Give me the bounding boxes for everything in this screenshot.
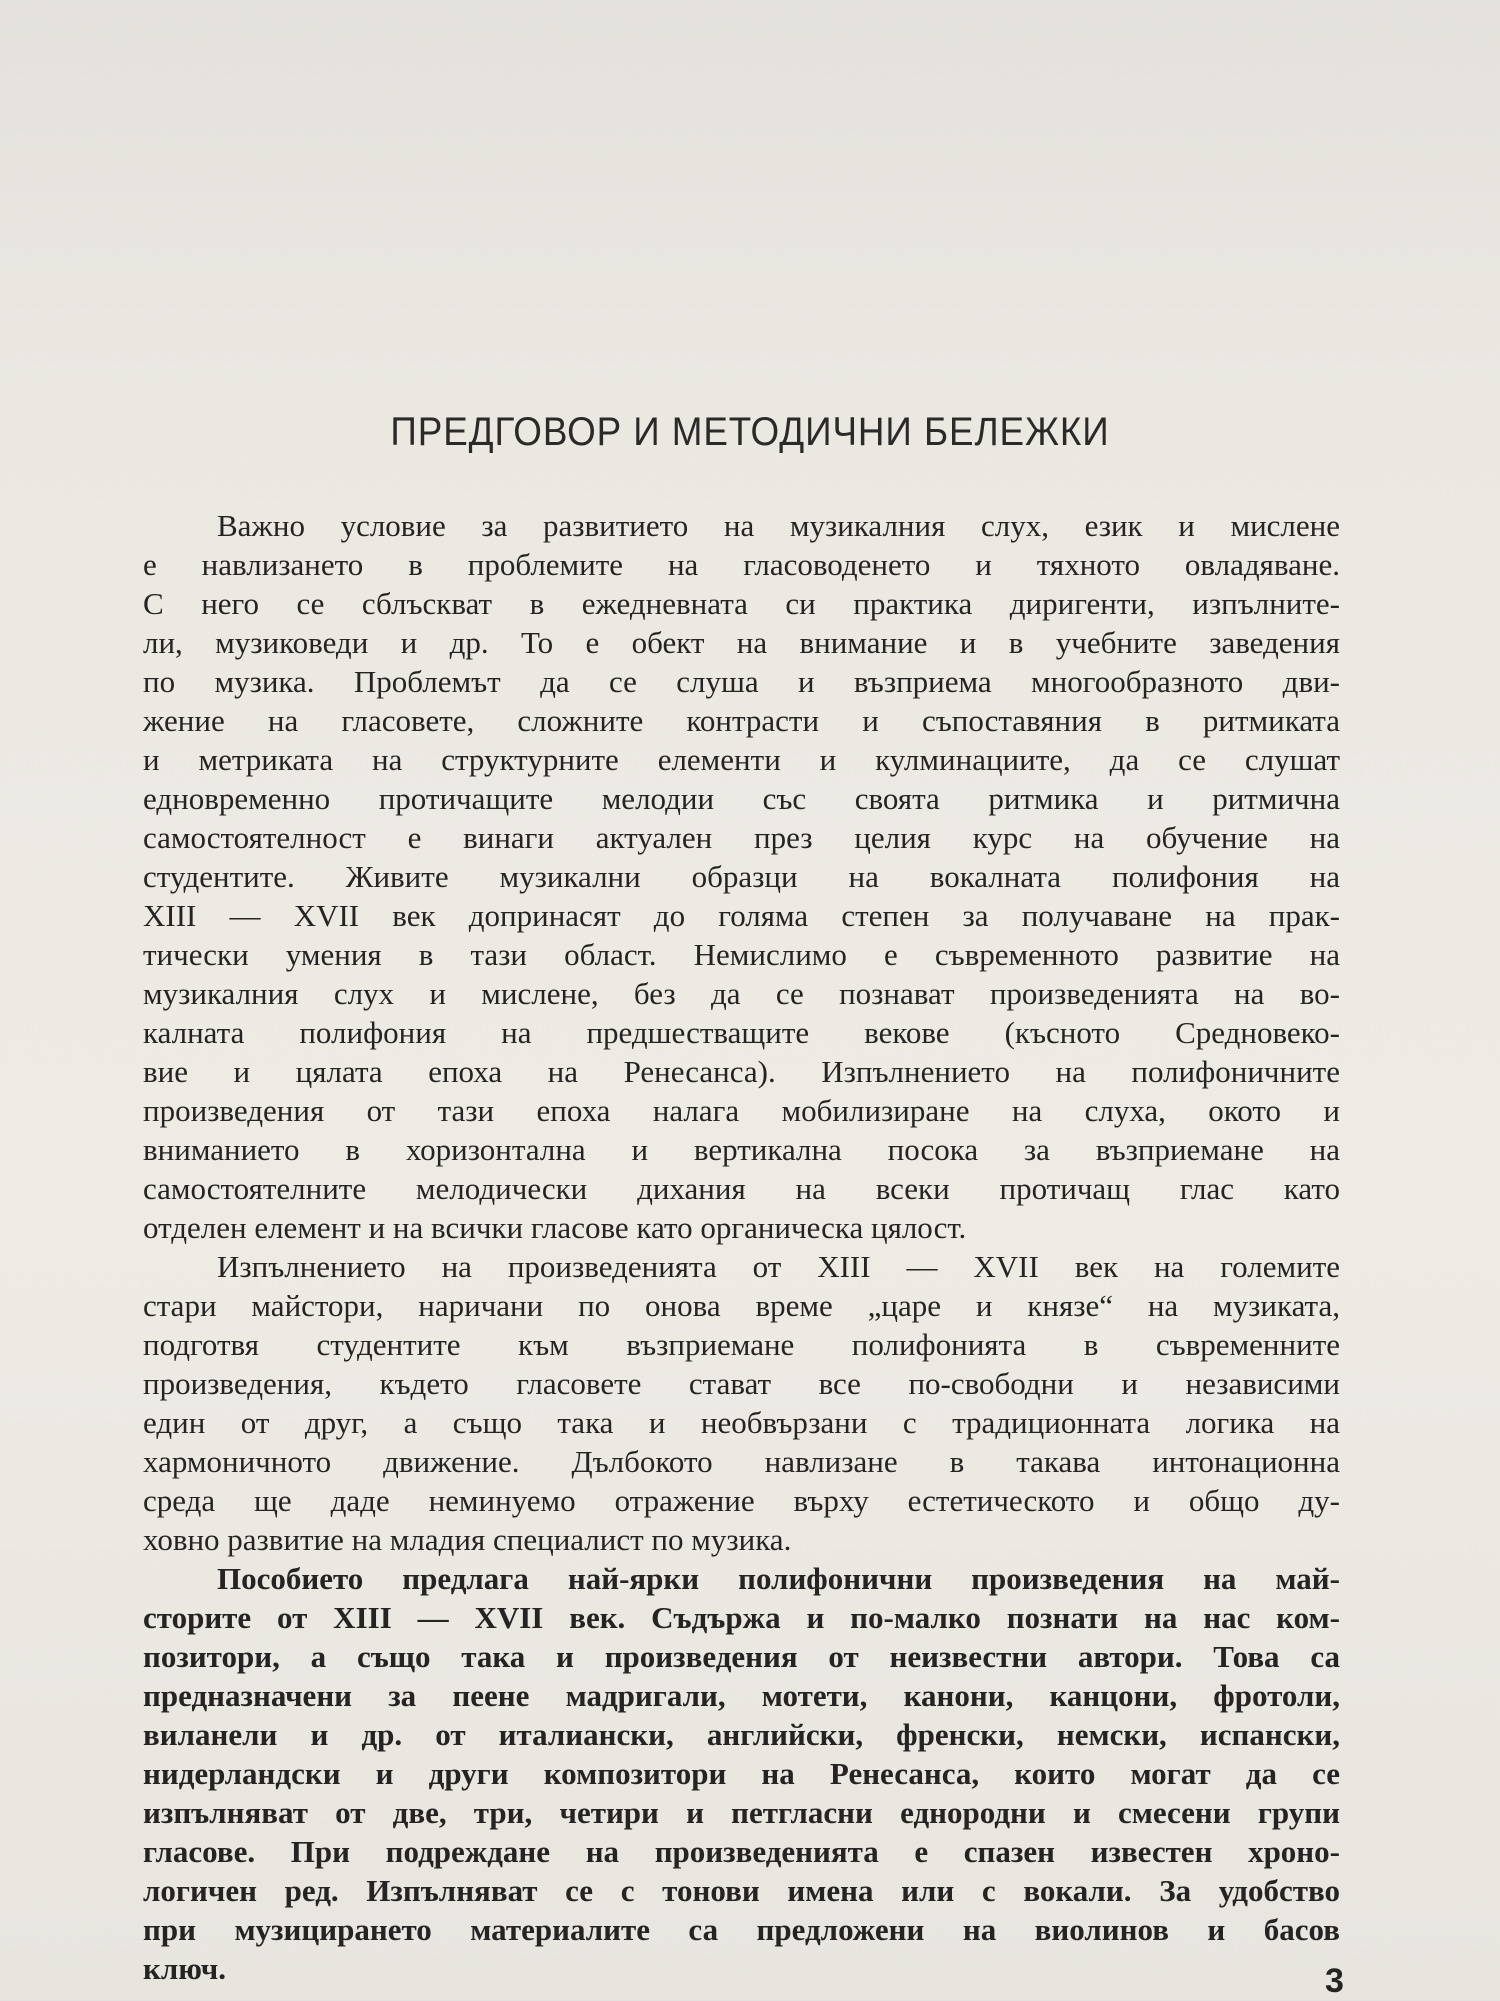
text-line: е навлизането в проблемите на гласоводенето и тяхното овладяване. (143, 547, 1340, 582)
text-line: сторите от XIII — XVII век. Съдържа и по-малко познати на нас ком- (143, 1600, 1340, 1635)
paragraph (143, 1559, 1340, 1988)
page-number: 3 (1325, 1962, 1344, 2000)
text-line: хармоничното движение. Дълбокото навлизане в такава интонационна (143, 1444, 1340, 1479)
text-line: стари майстори, наричани по онова време „царе и князе“ на музиката, (143, 1288, 1340, 1323)
text-line: и метриката на структурните елементи и кулминациите, да се слушат (143, 742, 1340, 777)
text-line: по музика. Проблемът да се слуша и възприема многообразното дви- (143, 664, 1340, 699)
text-line: Пособието предлага най-ярки полифонични произведения на май- (217, 1561, 1340, 1596)
body-text (143, 506, 1340, 1988)
text-line: предназначени за пеене мадригали, мотети, канони, канцони, фротоли, (143, 1678, 1340, 1713)
text-line: XIII — XVII век допринасят до голяма степен за получаване на прак- (143, 898, 1340, 933)
text-line: Важно условие за развитието на музикалния слух, език и мислене (217, 508, 1340, 543)
text-line: самостоятелност е винаги актуален през целия курс на обучение на (143, 820, 1340, 855)
text-line: виланели и др. от италиански, английски, френски, немски, испански, (143, 1717, 1340, 1752)
text-line: жение на гласовете, сложните контрасти и съпоставяния в ритмиката (143, 703, 1340, 738)
text-line: музикалния слух и мислене, без да се познават произведенията на во- (143, 976, 1340, 1011)
text-line: подготвя студентите към възприемане полифонията в съвременните (143, 1327, 1340, 1362)
text-line: студентите. Живите музикални образци на вокалната полифония на (143, 859, 1340, 894)
text-line: произведения, където гласовете стават все по-свободни и независими (143, 1366, 1340, 1401)
page-title: ПРЕДГОВОР И МЕТОДИЧНИ БЕЛЕЖКИ (390, 410, 1110, 454)
paragraph (143, 1247, 1340, 1559)
text-line: вие и цялата епоха на Ренесанса). Изпълнението на полифоничните (143, 1054, 1340, 1089)
text-line: при музицирането материалите са предложени на виолинов и басов (143, 1912, 1340, 1947)
text-line: среда ще даде неминуемо отражение върху естетическото и общо ду- (143, 1483, 1340, 1518)
text-line: Изпълнението на произведенията от XIII — XVII век на големите (217, 1249, 1340, 1284)
text-line: отделен елемент и на всички гласове като органическа цялост. (143, 1210, 967, 1245)
text-line: един от друг, а също така и необвързани с традиционната логика на (143, 1405, 1340, 1440)
text-line: нидерландски и други композитори на Ренесанса, които могат да се (143, 1756, 1340, 1791)
text-line: калната полифония на предшестващите векове (късното Средновеко- (143, 1015, 1340, 1050)
text-line: вниманието в хоризонтална и вертикална посока за възприемане на (143, 1132, 1340, 1167)
text-line: С него се сблъскват в ежедневната си практика диригенти, изпълните- (143, 586, 1340, 621)
text-line: произведения от тази епоха налага мобилизиране на слуха, окото и (143, 1093, 1340, 1128)
text-line: ховно развитие на младия специалист по музика. (143, 1522, 792, 1557)
paragraph (143, 506, 1340, 1247)
text-line: гласове. При подреждане на произведенията е спазен известен хроно- (143, 1834, 1340, 1869)
text-line: позитори, а също така и произведения от неизвестни автори. Това са (143, 1639, 1340, 1674)
text-line: изпълняват от две, три, четири и петгласни еднородни и смесени групи (143, 1795, 1340, 1830)
text-line: ключ. (143, 1951, 226, 1986)
text-line: самостоятелните мелодически дихания на всеки протичащ глас като (143, 1171, 1340, 1206)
text-line: логичен ред. Изпълняват се с тонови имена или с вокали. За удобство (143, 1873, 1340, 1908)
text-line: тически умения в тази област. Немислимо е съвременното развитие на (143, 937, 1340, 972)
text-line: ли, музиковеди и др. То е обект на внимание и в учебните заведения (143, 625, 1340, 660)
text-line: едновременно протичащите мелодии със своята ритмика и ритмична (143, 781, 1340, 816)
